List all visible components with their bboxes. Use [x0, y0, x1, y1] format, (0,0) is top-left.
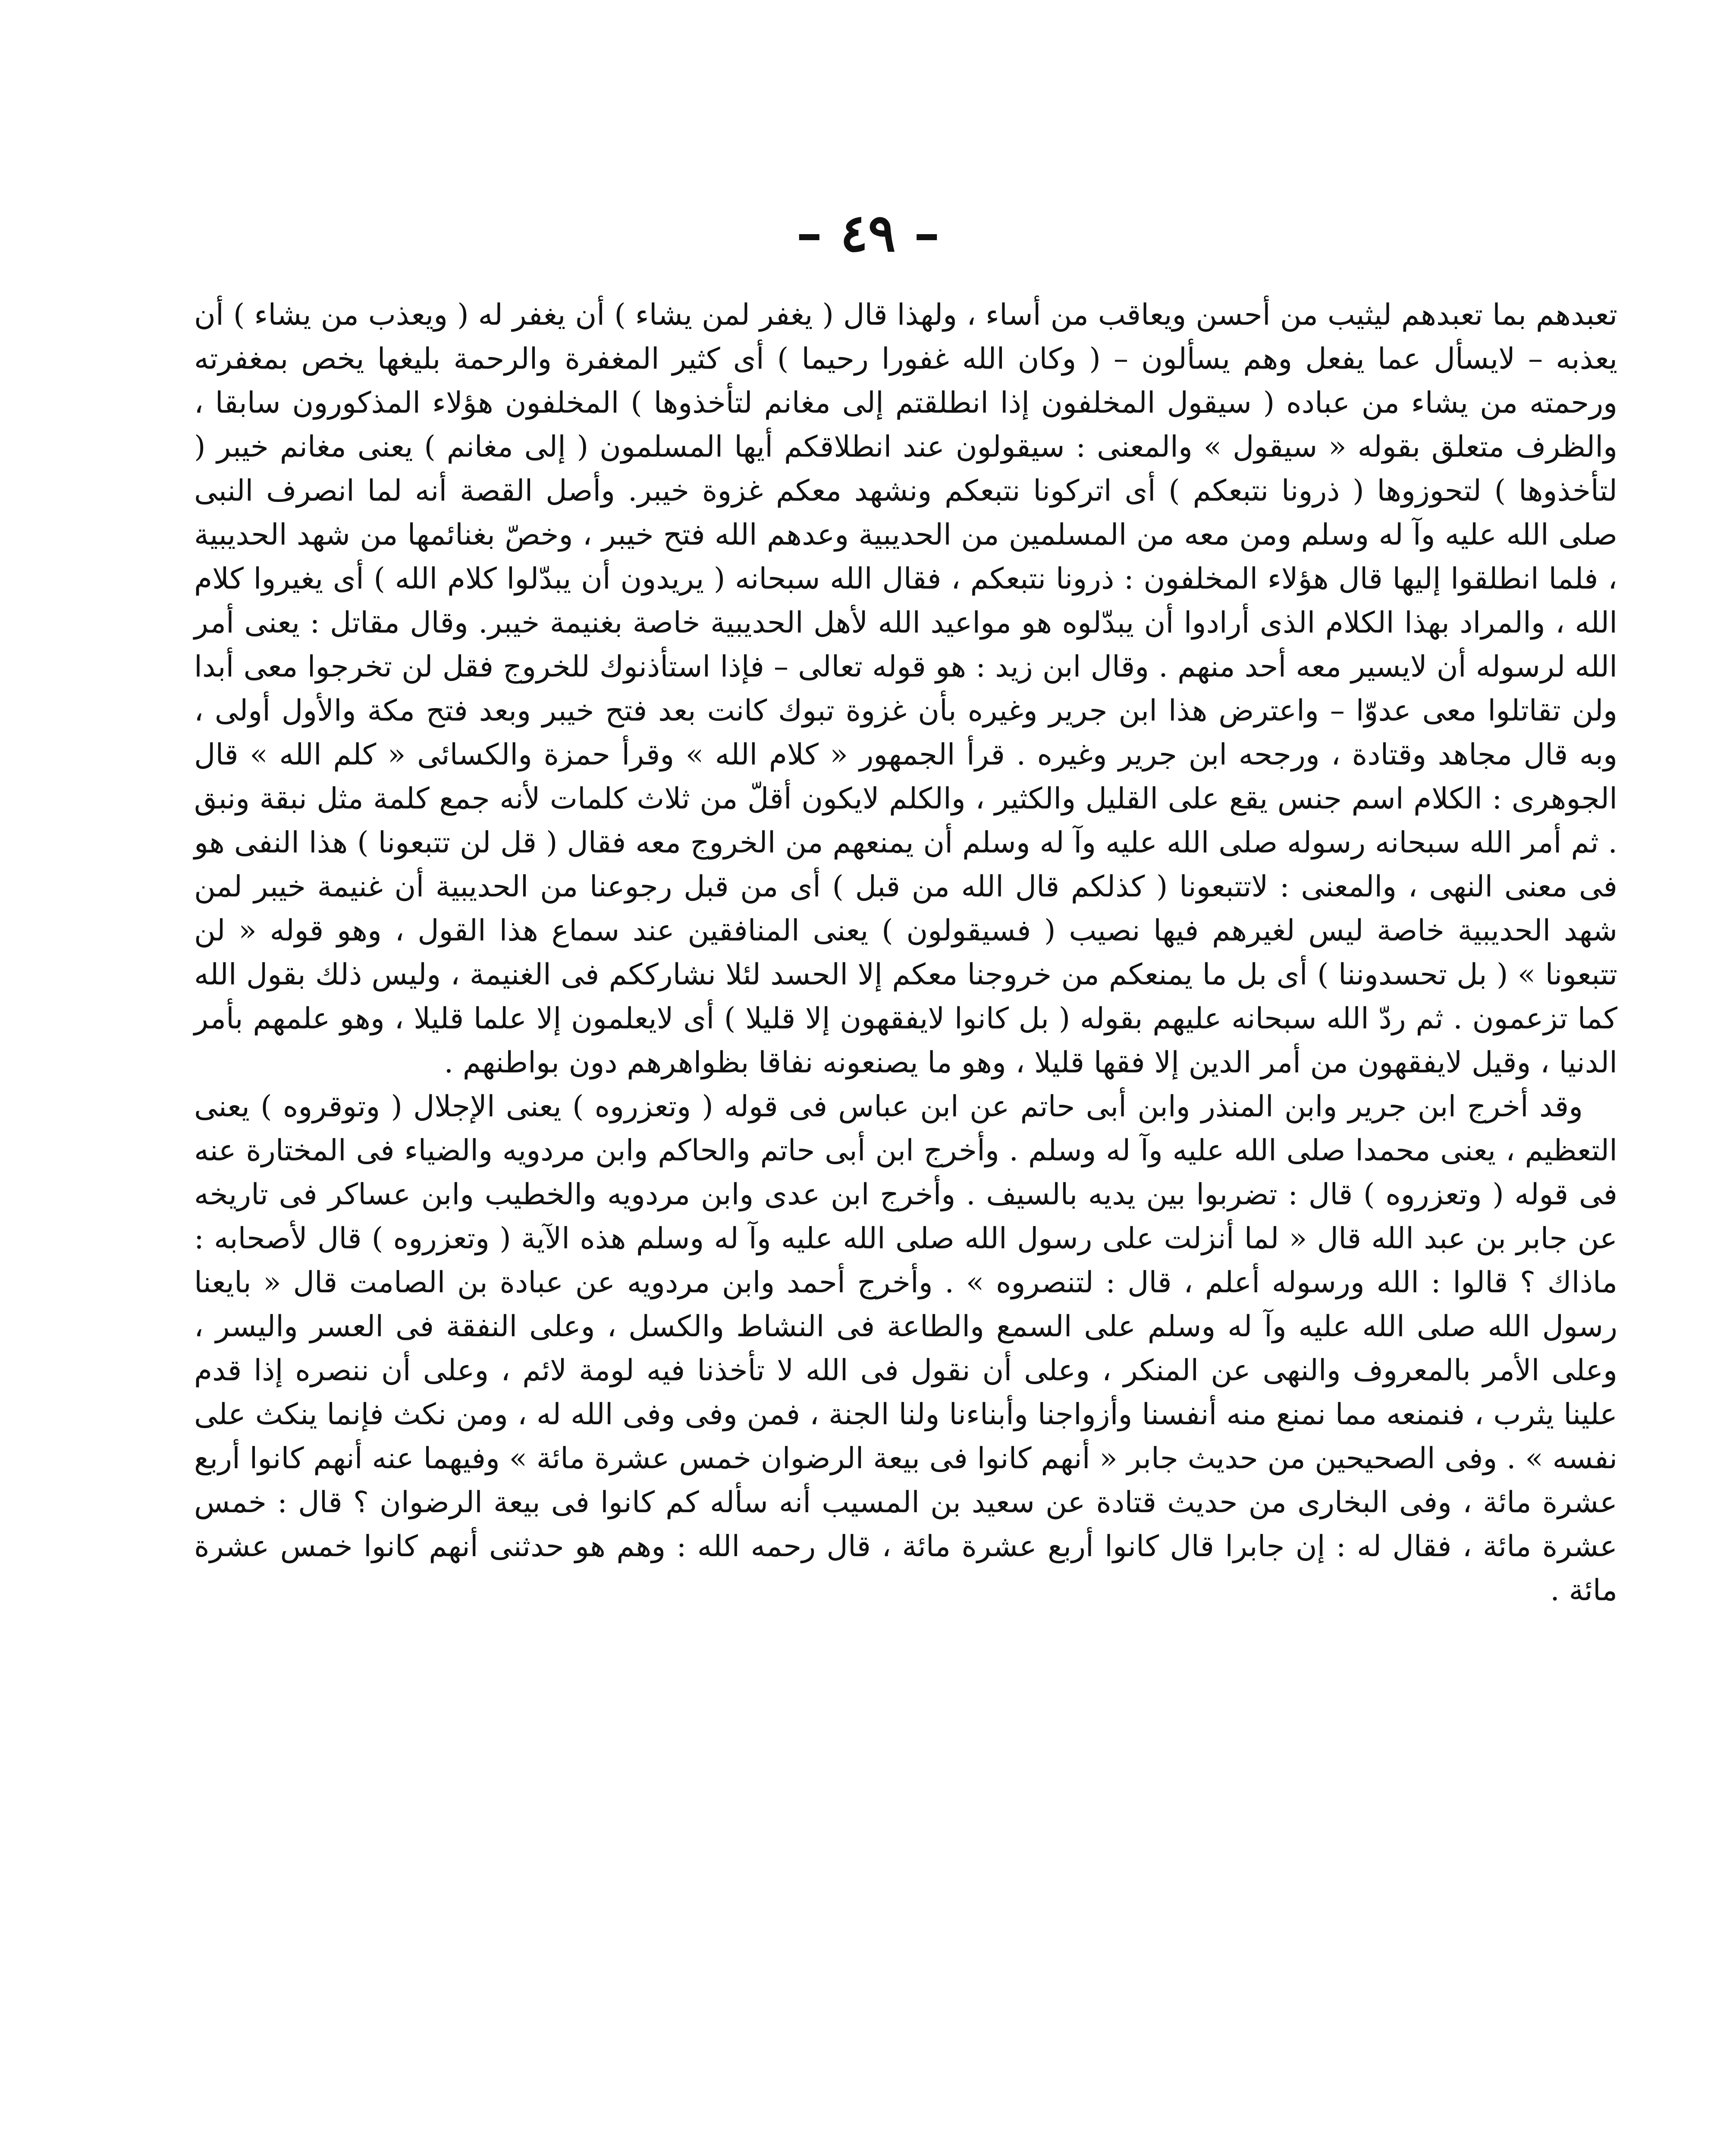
paragraph-2: وقد أخرج ابن جرير وابن المنذر وابن أبى حاتم عن ابن عباس فى قوله ( وتعزروه ) يعنى الإجلال ( وتوقروه ) يعنى التعظيم ، يعنى محمدا صلى الله عليه وآ له وسلم . وأخرج ابن أبى حاتم والحاكم وابن مردويه والضياء فى المختارة عنه فى قوله ( وتعزروه ) قال : تضربوا بين يديه بالسيف . وأخرج ابن عدى وابن مردويه والخطيب وابن عساكر فى تاريخه عن جابر بن عبد الله قال « لما أنزلت على رسول الله صلى الله عليه وآ له وسلم هذه الآية ( وتعزروه ) قال لأصحابه : ماذاك ؟ قالوا : الله ورسوله أعلم ، قال : لتنصروه » . وأخرج أحمد وابن مردويه عن عبادة بن الصامت قال « بايعنا رسول الله صلى الله عليه وآ له وسلم على السمع والطاعة فى النشاط والكسل ، وعلى النفقة فى العسر واليسر ، وعلى الأمر بالمعروف والنهى عن المنكر ، وعلى أن نقول فى الله لا تأخذنا فيه لومة لائم ، وعلى أن ننصره إذا قدم علينا يثرب ، فنمنعه مما نمنع منه أنفسنا وأزواجنا وأبناءنا ولنا الجنة ، فمن وفى وفى الله له ، ومن نكث فإنما ينكث على نفسه » . وفى الصحيحين من حديث جابر « أنهم كانوا فى بيعة الرضوان خمس عشرة مائة » وفيهما عنه أنهم كانوا أربع عشرة مائة ، وفى البخارى من حديث قتادة عن سعيد بن المسيب أنه سأله كم كانوا فى بيعة الرضوان ؟ قال : خمس عشرة مائة ، فقال له : إن جابرا قال كانوا أربع عشرة مائة ، قال رحمه الله : وهم هو حدثنى أنهم كانوا خمس عشرة مائة .	[194, 1090, 1618, 1608]
paragraph-1: تعبدهم بما تعبدهم ليثيب من أحسن ويعاقب من أساء ، ولهذا قال ( يغفر لمن يشاء ) أن يغفر له ( ويعذب من يشاء ) أن يعذبه – لايسأل عما يفعل وهم يسألون – ( وكان الله غفورا رحيما ) أى كثير المغفرة والرحمة بليغها يخص بمغفرته ورحمته من يشاء من عباده ( سيقول المخلفون إذا انطلقتم إلى مغانم لتأخذوها ) المخلفون هؤلاء المذكورون سابقا ، والظرف متعلق بقوله « سيقول » والمعنى : سيقولون عند انطلاقكم أيها المسلمون ( إلى مغانم ) يعنى مغانم خيبر ( لتأخذوها ) لتحوزوها ( ذرونا نتبعكم ) أى اتركونا نتبعكم ونشهد معكم غزوة خيبر. وأصل القصة أنه لما انصرف النبى صلى الله عليه وآ له وسلم ومن معه من المسلمين من الحديبية وعدهم الله فتح خيبر ، وخصّ بغنائمها من شهد الحديبية ، فلما انطلقوا إليها قال هؤلاء المخلفون : ذرونا نتبعكم ، فقال الله سبحانه ( يريدون أن يبدّلوا كلام الله ) أى يغيروا كلام الله ، والمراد بهذا الكلام الذى أرادوا أن يبدّلوه هو مواعيد الله لأهل الحديبية خاصة بغنيمة خيبر. وقال مقاتل : يعنى أمر الله لرسوله أن لايسير معه أحد منهم . وقال ابن زيد : هو قوله تعالى – فإذا استأذنوك للخروج فقل لن تخرجوا معى أبدا ولن تقاتلوا معى عدوّا – واعترض هذا ابن جرير وغيره بأن غزوة تبوك كانت بعد فتح خيبر وبعد فتح مكة والأول أولى ، وبه قال مجاهد وقتادة ، ورجحه ابن جرير وغيره . قرأ الجمهور « كلام الله » وقرأ حمزة والكسائى « كلم الله » قال الجوهرى : الكلام اسم جنس يقع على القليل والكثير ، والكلم لايكون أقلّ من ثلاث كلمات لأنه جمع كلمة مثل نبقة ونبق . ثم أمر الله سبحانه رسوله صلى الله عليه وآ له وسلم أن يمنعهم من الخروج معه فقال ( قل لن تتبعونا ) هذا النفى هو فى معنى النهى ، والمعنى : لاتتبعونا ( كذلكم قال الله من قبل ) أى من قبل رجوعنا من الحديبية أن غنيمة خيبر لمن شهد الحديبية خاصة ليس لغيرهم فيها نصيب ( فسيقولون ) يعنى المنافقين عند سماع هذا القول ، وهو قوله « لن تتبعونا » ( بل تحسدوننا ) أى بل ما يمنعكم من خروجنا معكم إلا الحسد لئلا نشارككم فى الغنيمة ، وليس ذلك بقول الله كما تزعمون . ثم ردّ الله سبحانه عليهم بقوله ( بل كانوا لايفقهون إلا قليلا ) أى لايعلمون إلا علما قليلا ، وهو علمهم بأمر الدنيا ، وقيل لايفقهون من أمر الدين إلا فقها قليلا ، وهو ما يصنعونه نفاقا بظواهرهم دون بواطنهم .	[194, 298, 1618, 1080]
page-number: – ٤٩ –	[796, 203, 940, 263]
body-text	[194, 293, 1617, 1613]
